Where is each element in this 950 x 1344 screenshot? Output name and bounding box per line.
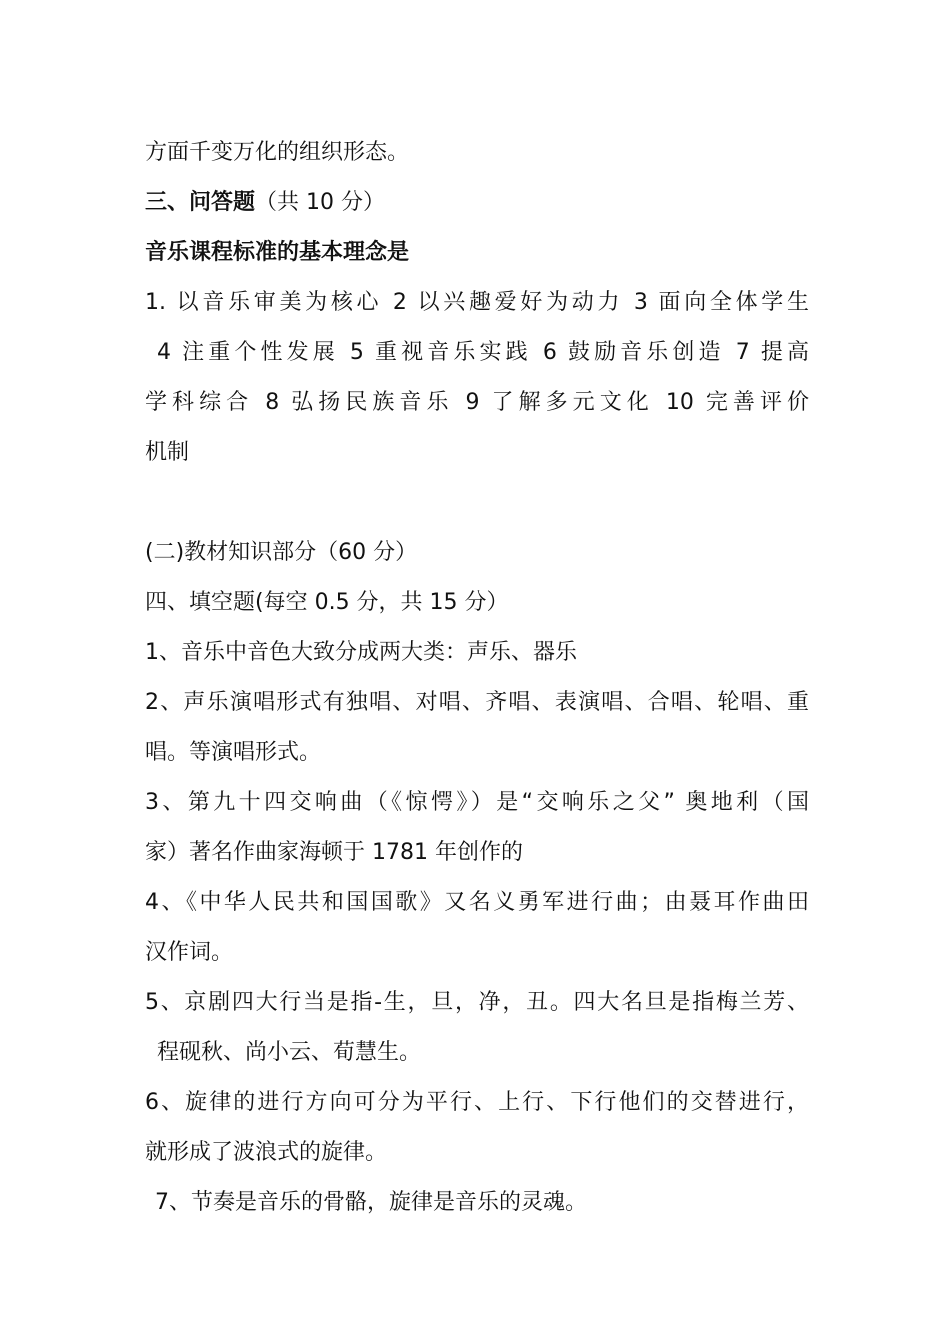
section-heading-fill: 四、填空题(每空 0.5 分，共 15 分） [145, 590, 509, 615]
fill-item: 3、第九十四交响曲（《惊愕》）是“交响乐之父” 奥地利（国 [145, 790, 809, 815]
blank-line [145, 478, 809, 528]
fill-item: 5、京剧四大行当是指-生，旦，净，丑。四大名旦是指梅兰芳、 [145, 990, 809, 1015]
section-heading-qa [145, 178, 809, 228]
text-line: 方面千变万化的组织形态。 [145, 140, 410, 165]
document-page [145, 128, 809, 1228]
fill-item: 6、旋律的进行方向可分为平行、上行、下行他们的交替进行， [145, 1090, 809, 1115]
fill-item: 2、声乐演唱形式有独唱、对唱、齐唱、表演唱、合唱、轮唱、重 [145, 690, 809, 715]
heading-score: （共 10 分） [255, 190, 385, 215]
fill-item: 4、《中华人民共和国国歌》又名义勇军进行曲；由聂耳作曲田 [145, 890, 809, 915]
fill-item-cont: 程砚秋、尚小云、荀慧生。 [157, 1040, 422, 1065]
fill-item-cont: 汉作词。 [145, 940, 234, 965]
fill-item: 7、节奏是音乐的骨骼，旋律是音乐的灵魂。 [155, 1190, 587, 1215]
fill-item: 1、音乐中音色大致分成两大类：声乐、器乐 [145, 640, 577, 665]
question-title: 音乐课程标准的基本理念是 [145, 240, 410, 265]
answer-line: 1. 以音乐审美为核心 2 以兴趣爱好为动力 3 面向全体学生 [145, 290, 809, 315]
answer-line: 机制 [145, 440, 190, 465]
fill-item-cont: 家）著名作曲家海顿于 1781 年创作的 [145, 840, 523, 865]
answer-line: 学科综合 8 弘扬民族音乐 9 了解多元文化 10 完善评价 [145, 390, 809, 415]
answer-line: 4 注重个性发展 5 重视音乐实践 6 鼓励音乐创造 7 提高 [157, 340, 809, 365]
fill-item-cont: 唱。等演唱形式。 [145, 740, 322, 765]
fill-item-cont: 就形成了波浪式的旋律。 [145, 1140, 388, 1165]
part-heading: (二)教材知识部分（60 分） [145, 540, 418, 565]
heading-text: 三、问答题 [145, 190, 256, 215]
